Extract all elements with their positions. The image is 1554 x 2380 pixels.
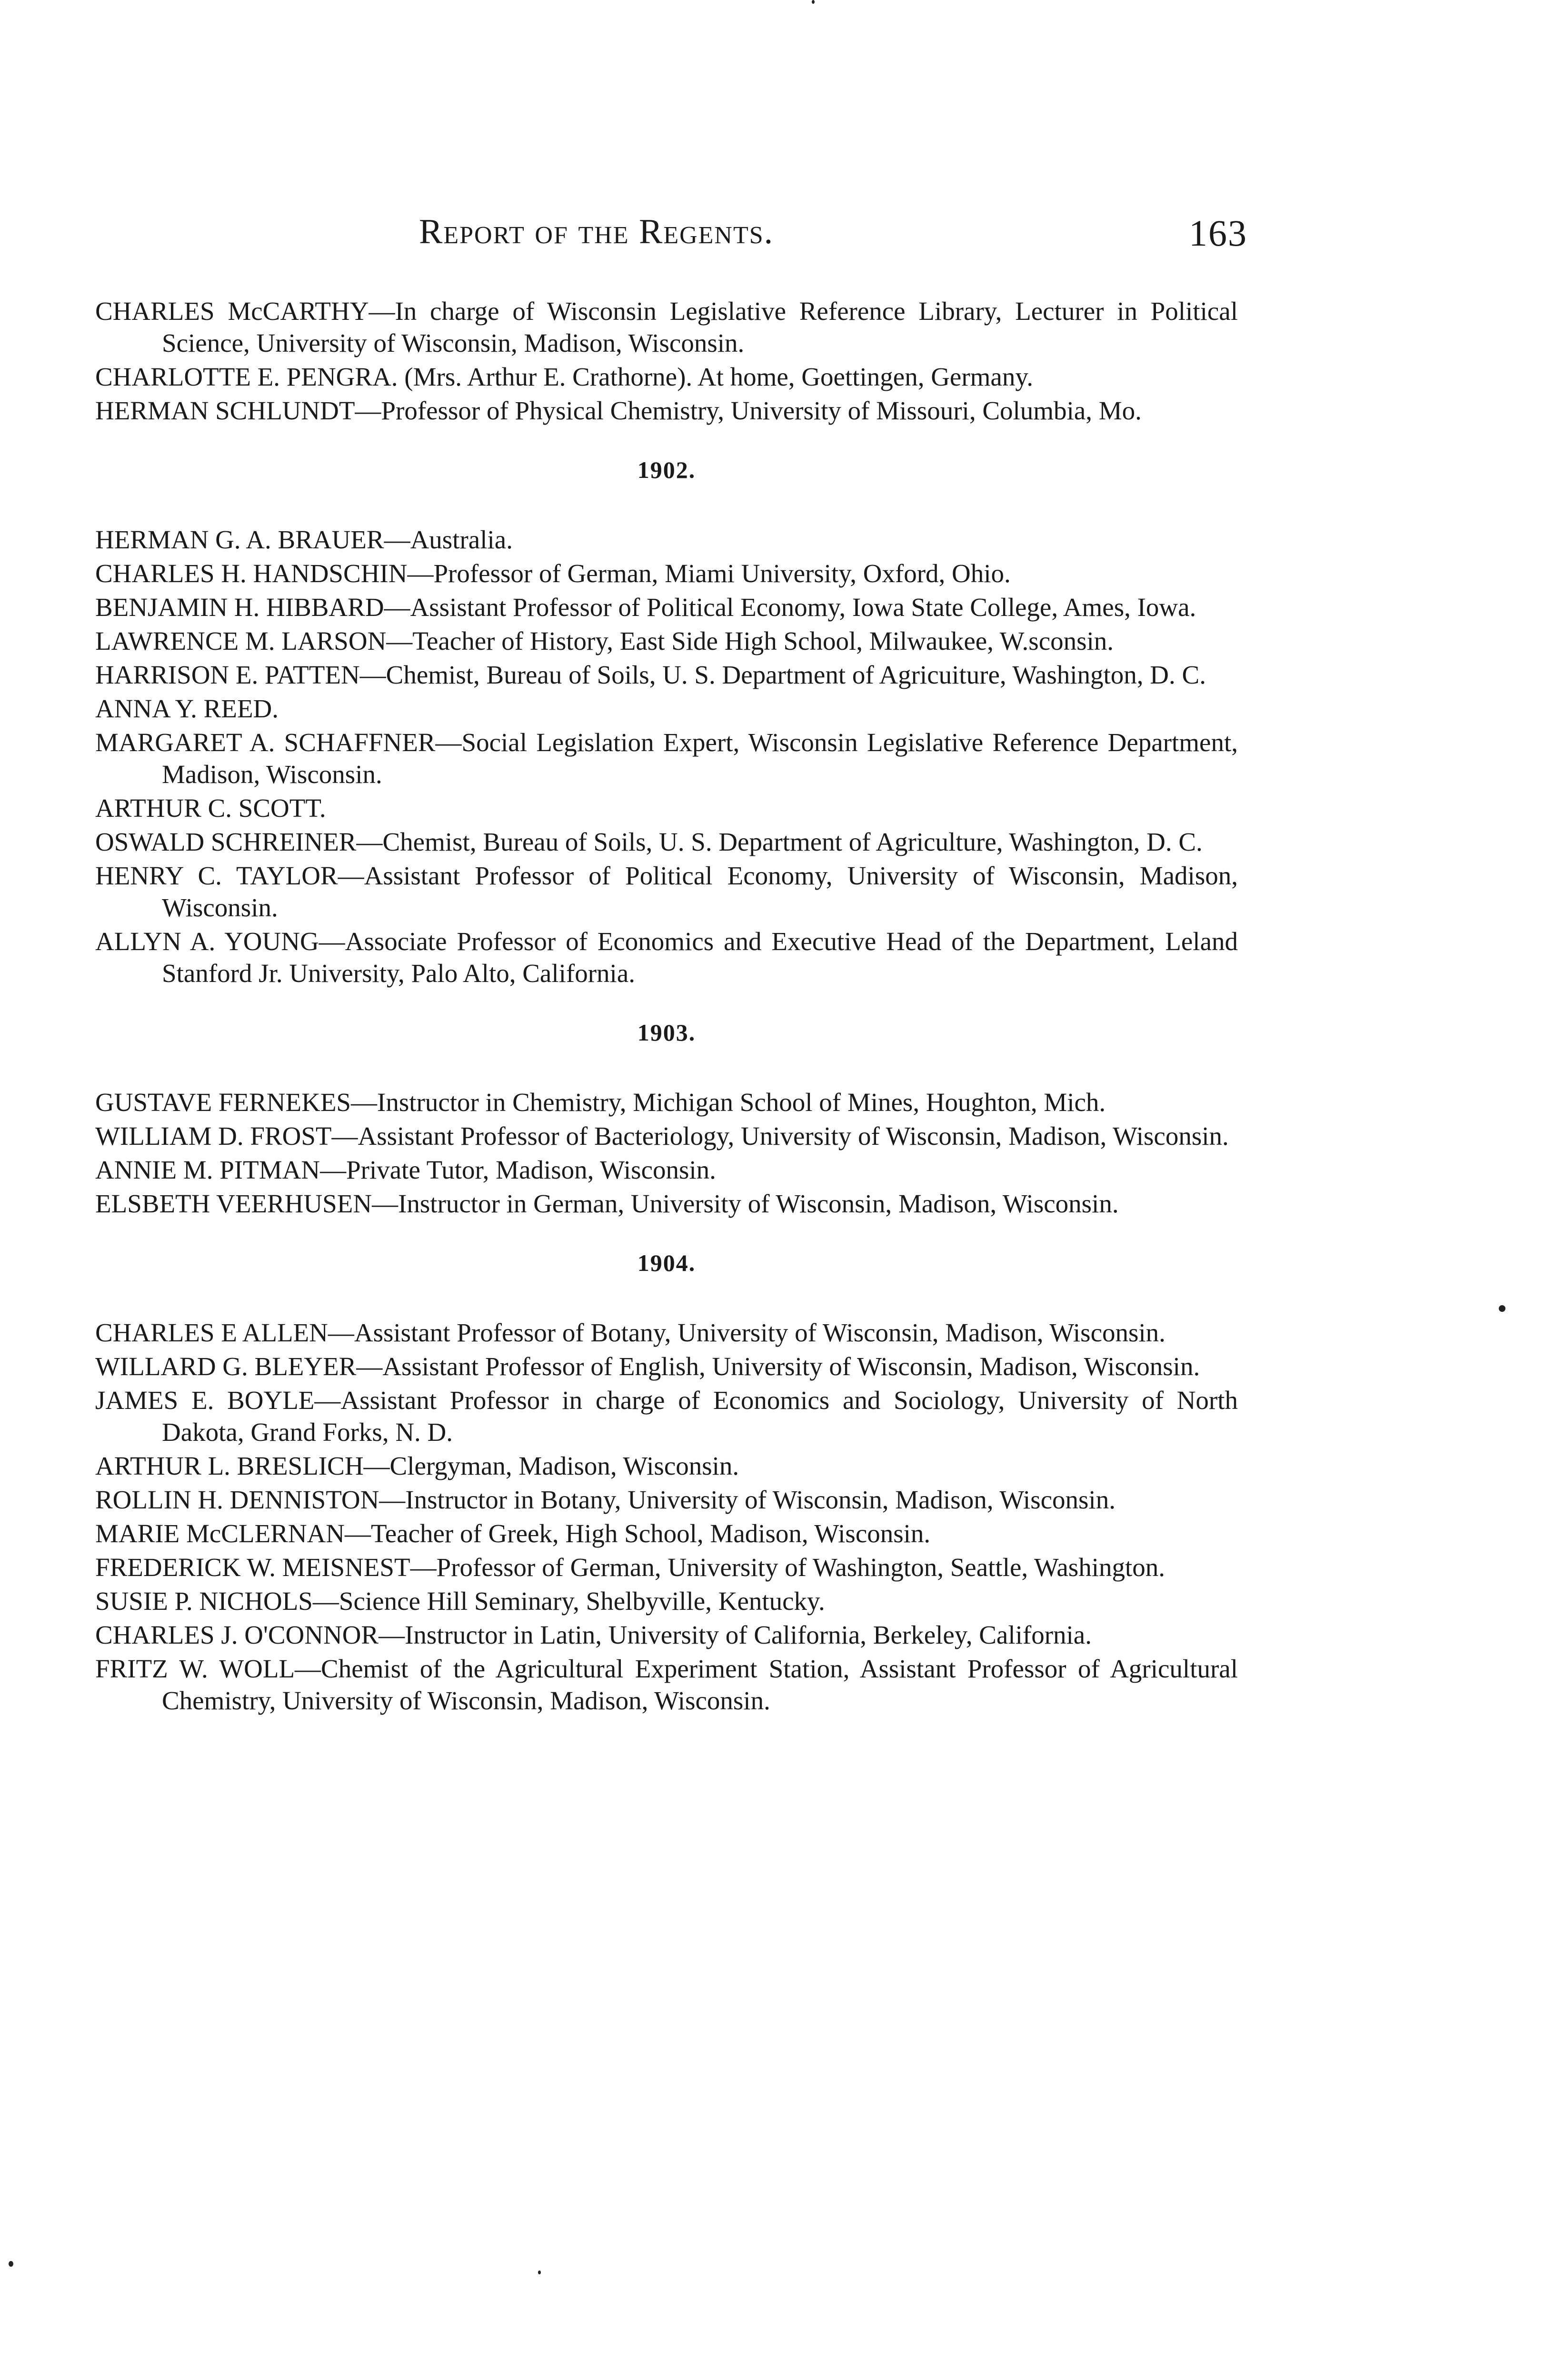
- scan-speck: [812, 0, 815, 4]
- alumnus-entry: HERMAN SCHLUNDT—Professor of Physical Chemistry, University of Missouri, Columbia, Mo.: [95, 396, 1142, 425]
- alumnus-entry: HARRISON E. PATTEN—Chemist, Bureau of Soils, U. S. Department of Agricuiture, Washington, D. C.: [95, 660, 1206, 689]
- alumnus-entry: FRITZ W. WOLL—Chemist of the Agricultural Experiment Station, Assistant Professor of Agricultural Chemistry, University of Wisconsin, Madison, Wisconsin.: [95, 1654, 1238, 1715]
- alumnus-entry: JAMES E. BOYLE—Assistant Professor in charge of Economics and Sociology, University of North Dakota, Grand Forks, N. D.: [95, 1386, 1238, 1447]
- alumnus-entry: BENJAMIN H. HIBBARD—Assistant Professor of Political Economy, Iowa State College, Ames, Iowa.: [95, 593, 1196, 622]
- alumnus-entry: CHARLES E ALLEN—Assistant Professor of Botany, University of Wisconsin, Madison, Wisconsin.: [95, 1318, 1166, 1347]
- alumni-list: [95, 295, 1238, 1718]
- alumnus-entry: CHARLES McCARTHY—In charge of Wisconsin Legislative Reference Library, Lecturer in Political Science, University of Wisconsin, Madison, Wisconsin.: [95, 297, 1238, 357]
- alumnus-entry: ALLYN A. YOUNG—Associate Professor of Economics and Executive Head of the Department, Leland Stanford Jr. University, Palo Alto, California.: [95, 927, 1238, 988]
- alumnus-entry: MARIE McCLERNAN—Teacher of Greek, High School, Madison, Wisconsin.: [95, 1519, 931, 1548]
- running-header: [419, 212, 1247, 252]
- alumnus-entry: MARGARET A. SCHAFFNER—Social Legislation Expert, Wisconsin Legislative Reference Department, Madison, Wisconsin.: [95, 728, 1238, 789]
- year-heading: 1903.: [637, 1019, 696, 1046]
- scan-speck: [1499, 1305, 1505, 1312]
- alumnus-entry: WILLIAM D. FROST—Assistant Professor of Bacteriology, University of Wisconsin, Madison, Wisconsin.: [95, 1121, 1229, 1150]
- alumnus-entry: ELSBETH VEERHUSEN—Instructor in German, University of Wisconsin, Madison, Wisconsin.: [95, 1189, 1119, 1218]
- year-heading: 1904.: [637, 1250, 696, 1276]
- alumnus-entry: ROLLIN H. DENNISTON—Instructor in Botany, University of Wisconsin, Madison, Wisconsin.: [95, 1485, 1116, 1514]
- alumnus-entry: CHARLES H. HANDSCHIN—Professor of German, Miami University, Oxford, Ohio.: [95, 559, 1011, 588]
- year-heading: 1902.: [637, 456, 696, 483]
- alumnus-entry: WILLARD G. BLEYER—Assistant Professor of English, University of Wisconsin, Madison, Wisconsin.: [95, 1352, 1200, 1381]
- alumnus-entry: GUSTAVE FERNEKES—Instructor in Chemistry, Michigan School of Mines, Houghton, Mich.: [95, 1088, 1106, 1117]
- alumnus-entry: SUSIE P. NICHOLS—Science Hill Seminary, Shelbyville, Kentucky.: [95, 1587, 825, 1616]
- alumnus-entry: OSWALD SCHREINER—Chemist, Bureau of Soils, U. S. Department of Agriculture, Washington, D. C.: [95, 827, 1203, 856]
- alumnus-entry: ARTHUR L. BRESLICH—Clergyman, Madison, Wisconsin.: [95, 1451, 739, 1480]
- header-title: Report of the Regents.: [419, 212, 774, 251]
- alumnus-entry: ANNA Y. REED.: [95, 694, 279, 723]
- alumnus-entry: LAWRENCE M. LARSON—Teacher of History, East Side High School, Milwaukee, W.sconsin.: [95, 626, 1114, 655]
- alumnus-entry: FREDERICK W. MEISNEST—Professor of German, University of Washington, Seattle, Washington.: [95, 1553, 1166, 1582]
- alumnus-entry: HERMAN G. A. BRAUER—Australia.: [95, 525, 513, 554]
- scan-speck: [538, 2271, 541, 2274]
- alumnus-entry: ARTHUR C. SCOTT.: [95, 793, 326, 823]
- alumnus-entry: ANNIE M. PITMAN—Private Tutor, Madison, Wisconsin.: [95, 1155, 716, 1184]
- alumnus-entry: CHARLOTTE E. PENGRA. (Mrs. Arthur E. Crathorne). At home, Goettingen, Germany.: [95, 362, 1034, 391]
- alumnus-entry: HENRY C. TAYLOR—Assistant Professor of Political Economy, University of Wisconsin, Madison, Wisconsin.: [95, 861, 1238, 922]
- alumnus-entry: CHARLES J. O'CONNOR—Instructor in Latin, University of California, Berkeley, California.: [95, 1620, 1092, 1649]
- page-number: 163: [1189, 212, 1247, 254]
- scan-speck: [9, 2261, 13, 2267]
